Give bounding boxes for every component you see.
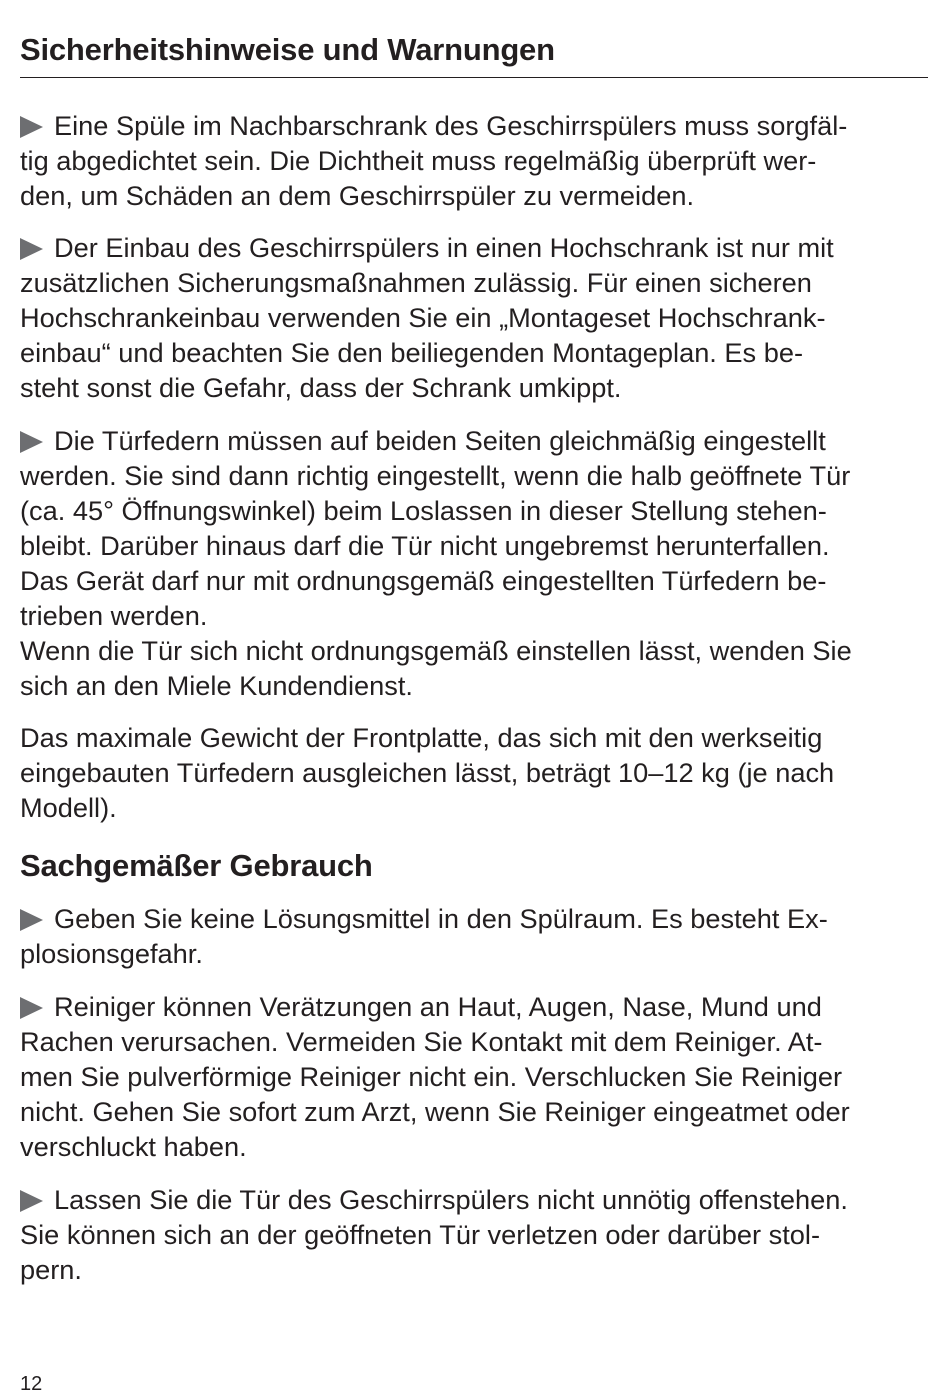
triangle-right-icon — [20, 431, 43, 453]
text-line-content: Geben Sie keine Lösungsmittel in den Spülraum. Es besteht Ex- — [54, 903, 828, 934]
text-line: Modell). — [20, 792, 117, 823]
text-line: Wenn die Tür sich nicht ordnungsgemäß einstellen lässt, wenden Sie — [20, 635, 852, 666]
text-line: men Sie pulverförmige Reiniger nicht ein. Verschlucken Sie Reiniger — [20, 1061, 843, 1092]
page-title: Sicherheitshinweise und Warnungen — [20, 32, 555, 67]
text-line-content: Der Einbau des Geschirrspülers in einen Hochschrank ist nur mit — [54, 232, 834, 263]
text-line: nicht. Gehen Sie sofort zum Arzt, wenn Sie Reiniger eingeatmet oder — [20, 1096, 850, 1127]
triangle-right-icon — [20, 997, 43, 1019]
text-line — [20, 423, 826, 459]
text-line: steht sonst die Gefahr, dass der Schrank umkippt. — [20, 372, 622, 403]
text-line: einbau“ und beachten Sie den beiliegenden Montageplan. Es be- — [20, 337, 803, 368]
text-line — [20, 901, 828, 937]
section-heading: Sachgemäßer Gebrauch — [20, 848, 373, 883]
text-line: zusätzlichen Sicherungsmaßnahmen zulässig. Für einen sicheren — [20, 267, 812, 298]
text-line — [20, 1182, 848, 1218]
text-line-content: Eine Spüle im Nachbarschrank des Geschirrspülers muss sorgfäl- — [54, 110, 848, 141]
text-line: sich an den Miele Kundendienst. — [20, 670, 413, 701]
text-line-content: Reiniger können Verätzungen an Haut, Augen, Nase, Mund und — [54, 991, 822, 1022]
text-line-content: Die Türfedern müssen auf beiden Seiten gleichmäßig eingestellt — [54, 425, 826, 456]
page-header — [20, 28, 928, 78]
triangle-right-icon — [20, 1190, 43, 1212]
text-line — [20, 230, 834, 266]
triangle-right-icon — [20, 238, 43, 260]
text-line: bleibt. Darüber hinaus darf die Tür nicht ungebremst herunterfallen. — [20, 530, 830, 561]
text-line-content: Lassen Sie die Tür des Geschirrspülers nicht unnötig offenstehen. — [54, 1184, 848, 1215]
text-line: Sie können sich an der geöffneten Tür verletzen oder darüber stol- — [20, 1219, 821, 1250]
text-line — [20, 989, 822, 1025]
text-line: verschluckt haben. — [20, 1131, 247, 1162]
text-line: pern. — [20, 1254, 82, 1285]
text-line: Rachen verursachen. Vermeiden Sie Kontakt mit dem Reiniger. At- — [20, 1026, 823, 1057]
text-line: werden. Sie sind dann richtig eingestellt, wenn die halb geöffnete Tür — [20, 460, 851, 491]
text-line — [20, 108, 847, 144]
text-line: (ca. 45° Öffnungswinkel) beim Loslassen in dieser Stellung stehen- — [20, 495, 827, 526]
text-line: tig abgedichtet sein. Die Dichtheit muss regelmäßig überprüft wer- — [20, 145, 817, 176]
text-line: trieben werden. — [20, 600, 208, 631]
text-line: Hochschrankeinbau verwenden Sie ein „Montageset Hochschrank- — [20, 302, 826, 333]
text-line: den, um Schäden an dem Geschirrspüler zu vermeiden. — [20, 180, 694, 211]
text-line: eingebauten Türfedern ausgleichen lässt, beträgt 10–12 kg (je nach — [20, 757, 835, 788]
text-line: plosionsgefahr. — [20, 938, 203, 969]
text-line: Das Gerät darf nur mit ordnungsgemäß eingestellten Türfedern be- — [20, 565, 827, 596]
text-line: Das maximale Gewicht der Frontplatte, das sich mit den werkseitig — [20, 722, 823, 753]
triangle-right-icon — [20, 116, 43, 138]
triangle-right-icon — [20, 909, 43, 931]
page-number: 12 — [20, 1373, 43, 1395]
